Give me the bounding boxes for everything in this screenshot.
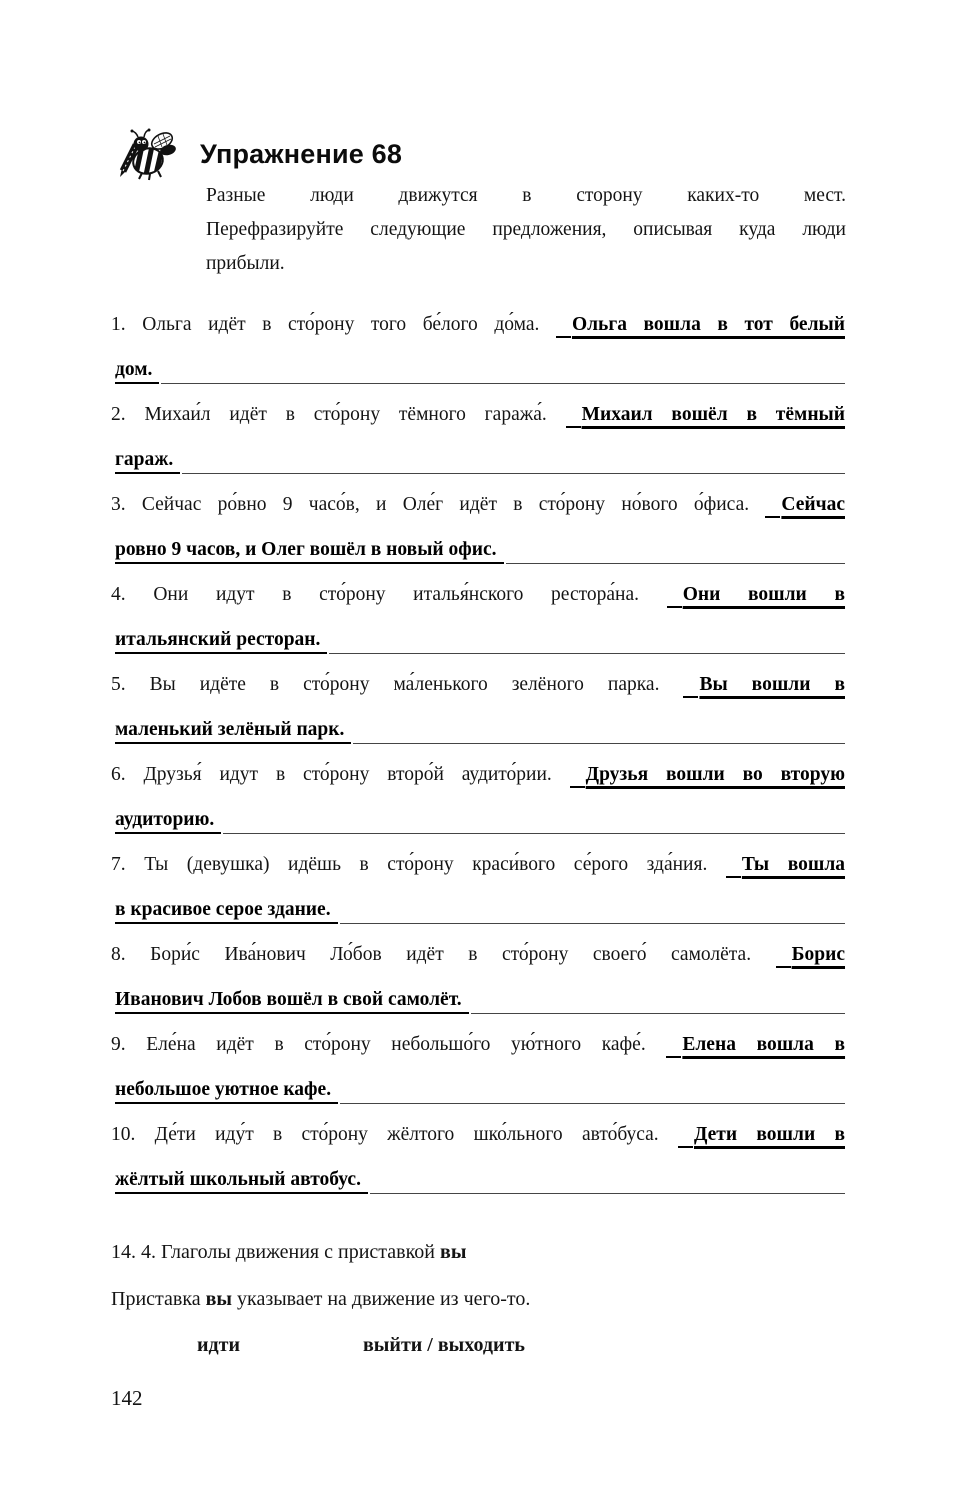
item-line2 <box>111 1067 845 1112</box>
item-line2 <box>111 617 845 662</box>
instructions-line: прибыли. <box>206 253 285 274</box>
item-prompt: Они идут в сто́рону италья́нского рестора́на. <box>153 584 639 605</box>
exercise-item <box>111 482 845 572</box>
item-line1 <box>111 302 845 347</box>
item-answer-part2: маленький зелёный парк. <box>115 707 351 744</box>
section-heading-prefix-bold: вы <box>440 1241 467 1263</box>
item-answer-part1: Борис <box>791 944 846 965</box>
answer-blank-lead <box>667 606 682 608</box>
answer-blank-lead <box>683 696 698 698</box>
item-number: 4. <box>111 584 126 605</box>
item-line2 <box>111 707 845 752</box>
blank-line <box>340 1067 845 1104</box>
item-answer-part2: жёлтый школьный автобус. <box>115 1157 368 1194</box>
exercise-item <box>111 392 845 482</box>
section-body-bold: вы <box>205 1288 233 1310</box>
section-body-post: указывает на движение из чего-то. <box>232 1288 531 1310</box>
item-answer-part2: Иванович Лобов вошёл в свой самолёт. <box>115 977 469 1014</box>
item-line1 <box>111 932 845 977</box>
item-number: 1. <box>111 314 126 335</box>
item-answer-part2: ровно 9 часов, и Олег вошёл в новый офис. <box>115 527 504 564</box>
item-line2 <box>111 797 845 842</box>
item-line1 <box>111 842 845 887</box>
item-line2 <box>111 347 845 392</box>
item-answer-part1: Они вошли в <box>682 584 846 605</box>
bee-with-pencil-icon <box>114 128 178 182</box>
instructions-line: Перефразируйте следующие предложения, описывая куда люди <box>206 219 846 240</box>
verb-prefixed-pair: выйти / выходить <box>363 1334 525 1356</box>
item-line1 <box>111 1112 845 1157</box>
exercise-item <box>111 932 845 1022</box>
item-number: 6. <box>111 764 126 785</box>
item-answer-part2: дом. <box>115 347 159 384</box>
item-number: 2. <box>111 404 126 425</box>
item-answer-part2: небольшое уютное кафе. <box>115 1067 338 1104</box>
answer-blank-lead <box>776 966 791 968</box>
exercise-item <box>111 842 845 932</box>
item-number: 7. <box>111 854 126 875</box>
blank-line <box>340 887 845 924</box>
item-answer-part2: аудиторию. <box>115 797 221 834</box>
item-number: 8. <box>111 944 126 965</box>
item-prompt: Михаи́л идёт в сто́рону тёмного гаража́. <box>144 404 547 425</box>
item-prompt: Вы идёте в сто́рону ма́ленького зелёного парка. <box>149 674 660 695</box>
item-line1 <box>111 752 845 797</box>
answer-blank-lead <box>570 786 585 788</box>
exercise-instructions <box>206 179 846 281</box>
item-answer-part1: Сейчас <box>781 494 845 515</box>
item-answer-part1: Друзья вошли во вторую <box>585 764 845 785</box>
answer-blank-lead <box>765 516 780 518</box>
item-prompt: Де́ти иду́т в сто́рону жёлтого шко́льного авто́буса. <box>154 1124 659 1145</box>
blank-line <box>223 797 845 834</box>
blank-line <box>370 1157 845 1194</box>
blank-line <box>161 347 845 384</box>
item-prompt: Еле́на идёт в сто́рону небольшо́го ую́тного кафе́. <box>146 1034 646 1055</box>
item-answer-part2: в красивое серое здание. <box>115 887 338 924</box>
verb-pair-row <box>111 1330 845 1362</box>
answer-blank-lead <box>666 1056 681 1058</box>
item-answer-part1: Вы вошли в <box>699 674 845 695</box>
section-body-pre: Приставка <box>111 1288 206 1310</box>
item-prompt: Ты (девушка) идёшь в сто́рону краси́вого се́рого зда́ния. <box>144 854 708 875</box>
item-line2 <box>111 527 845 572</box>
item-answer-part1: Ольга вошла в тот белый <box>571 314 845 335</box>
exercise-item <box>111 662 845 752</box>
item-line1 <box>111 392 845 437</box>
instructions-line: Разные люди движутся в сторону каких-то мест. <box>206 185 846 206</box>
exercise-item <box>111 572 845 662</box>
item-answer-part1: Дети вошли в <box>693 1124 845 1145</box>
blank-line <box>506 527 845 564</box>
blank-line <box>329 617 845 654</box>
section-heading-text: 14. 4. Глаголы движения с приставкой <box>111 1241 441 1263</box>
exercise-title: Упражнение 68 <box>200 139 403 169</box>
item-number: 5. <box>111 674 126 695</box>
item-line2 <box>111 1157 845 1202</box>
item-prompt: Ольга идёт в сто́рону того бе́лого до́ма. <box>142 314 540 335</box>
exercise-item <box>111 302 845 392</box>
blank-line <box>471 977 845 1014</box>
item-line1 <box>111 1022 845 1067</box>
item-number: 10. <box>111 1124 136 1145</box>
item-line1 <box>111 572 845 617</box>
item-line1 <box>111 482 845 527</box>
answer-blank-lead <box>556 336 571 338</box>
answer-blank-lead <box>726 876 741 878</box>
item-answer-part1: Елена вошла в <box>682 1034 846 1055</box>
exercise-item <box>111 1112 845 1202</box>
item-line2 <box>111 887 845 932</box>
item-prompt: Друзья́ идут в сто́рону второ́й аудито́рии. <box>143 764 552 785</box>
item-line1 <box>111 662 845 707</box>
item-prompt: Сейчас ро́вно 9 часо́в, и Оле́г идёт в сто́рону но́вого о́фиса. <box>141 494 750 515</box>
blank-line <box>182 437 845 474</box>
item-answer-part2: итальянский ресторан. <box>115 617 327 654</box>
blank-line <box>353 707 845 744</box>
item-line2 <box>111 437 845 482</box>
section-heading <box>111 1237 466 1267</box>
exercise-item <box>111 752 845 842</box>
page-number: 142 <box>111 1386 143 1410</box>
item-answer-part1: Ты вошла <box>741 854 846 875</box>
section-body <box>111 1284 530 1314</box>
item-answer-part1: Михаил вошёл в тёмный <box>581 404 846 425</box>
item-number: 3. <box>111 494 126 515</box>
exercise-item-list <box>111 302 845 1202</box>
exercise-item <box>111 1022 845 1112</box>
item-line2 <box>111 977 845 1022</box>
item-answer-part2: гараж. <box>115 437 180 474</box>
answer-blank-lead <box>566 426 581 428</box>
answer-blank-lead <box>678 1146 693 1148</box>
item-number: 9. <box>111 1034 126 1055</box>
verb-imperfective: идти <box>197 1334 240 1356</box>
item-prompt: Бори́с Ива́нович Ло́бов идёт в сто́рону своего́ самолёта. <box>150 944 752 965</box>
